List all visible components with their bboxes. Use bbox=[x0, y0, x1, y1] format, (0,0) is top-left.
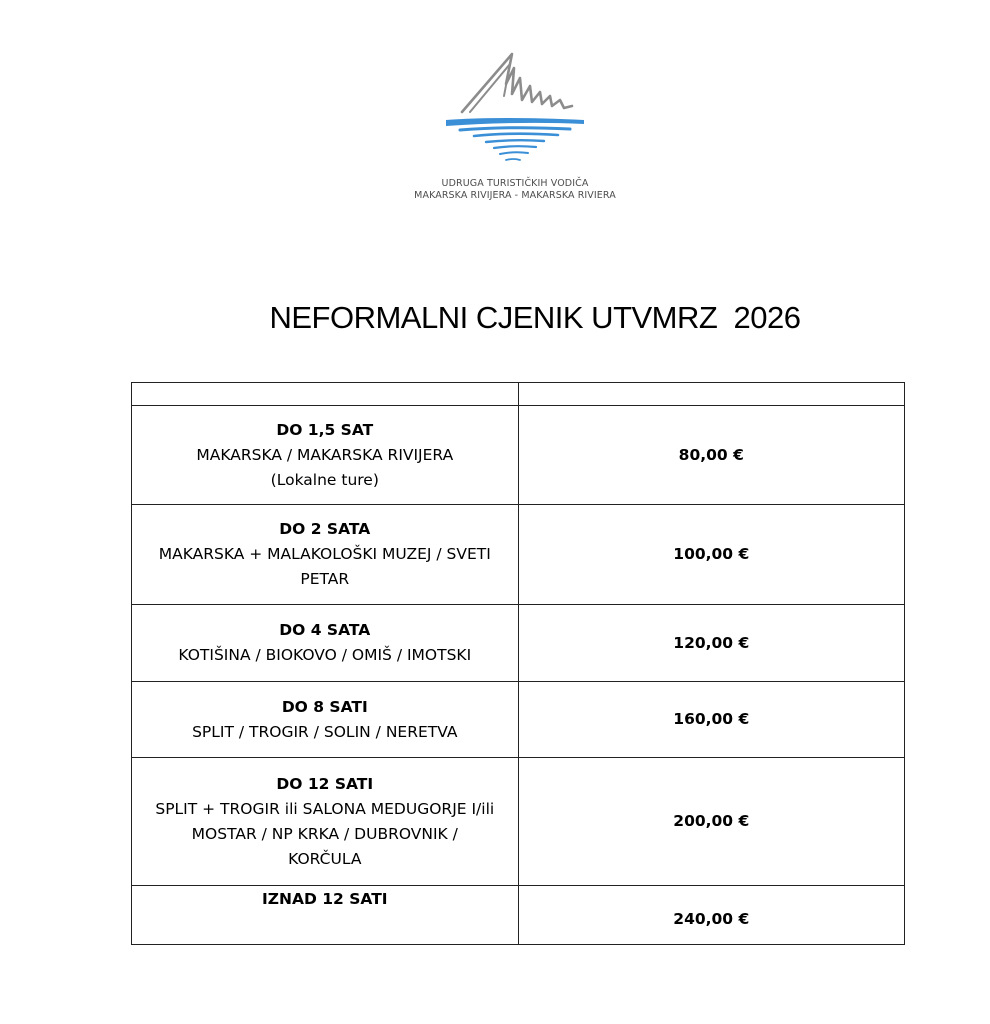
header-cell-price bbox=[518, 383, 904, 406]
table-row bbox=[132, 886, 905, 945]
header-cell-description bbox=[132, 383, 519, 406]
tour-destinations-line: SPLIT + TROGIR ili SALONA MEDUGORJE I/ili bbox=[155, 799, 495, 818]
tour-price: 240,00 € bbox=[518, 886, 904, 945]
mountain-sea-logo-icon bbox=[440, 50, 590, 168]
page-title: NEFORMALNI CJENIK UTVMRZ 2026 bbox=[269, 300, 801, 335]
tour-description-cell bbox=[132, 605, 519, 682]
tour-price: 80,00 € bbox=[518, 406, 904, 505]
tour-duration: DO 12 SATI bbox=[276, 774, 374, 793]
tour-description-cell bbox=[132, 505, 519, 605]
tour-destinations-line: MAKARSKA + MALAKOLOŠKI MUZEJ / SVETI bbox=[158, 545, 491, 563]
tour-duration: DO 1,5 SAT bbox=[276, 420, 374, 439]
tour-price: 160,00 € bbox=[518, 682, 904, 758]
tour-price: 200,00 € bbox=[518, 758, 904, 886]
tour-duration: IZNAD 12 SATI bbox=[262, 890, 388, 908]
tour-destinations-line: SPLIT / TROGIR / SOLIN / NERETVA bbox=[192, 722, 458, 741]
table-row bbox=[132, 406, 905, 505]
tour-destinations-line: (Lokalne ture) bbox=[270, 470, 379, 489]
tour-destinations-line: MAKARSKA / MAKARSKA RIVIJERA bbox=[196, 445, 454, 464]
table-header-row bbox=[132, 383, 905, 406]
price-table bbox=[131, 382, 905, 945]
tour-description-cell bbox=[132, 682, 519, 758]
tour-duration: DO 8 SATI bbox=[281, 697, 368, 716]
organization-region: MAKARSKA RIVIJERA - MAKARSKA RIVIERA bbox=[414, 190, 616, 201]
tour-price: 100,00 € bbox=[518, 505, 904, 605]
organization-name: UDRUGA TURISTIČKIH VODIČA bbox=[441, 178, 589, 189]
tour-destinations-line: PETAR bbox=[300, 570, 350, 588]
tour-description-cell bbox=[132, 886, 519, 945]
tour-destinations-line: KORČULA bbox=[288, 849, 362, 868]
tour-description-cell bbox=[132, 758, 519, 886]
tour-duration: DO 4 SATA bbox=[279, 621, 371, 639]
tour-destinations-line: KOTIŠINA / BIOKOVO / OMIŠ / IMOTSKI bbox=[178, 646, 472, 664]
table-row bbox=[132, 758, 905, 886]
tour-price: 120,00 € bbox=[518, 605, 904, 682]
table-row bbox=[132, 605, 905, 682]
tour-duration: DO 2 SATA bbox=[279, 520, 371, 538]
table-row bbox=[132, 505, 905, 605]
tour-description-cell bbox=[132, 406, 519, 505]
tour-destinations-line: MOSTAR / NP KRKA / DUBROVNIK / bbox=[191, 824, 458, 843]
table-row bbox=[132, 682, 905, 758]
